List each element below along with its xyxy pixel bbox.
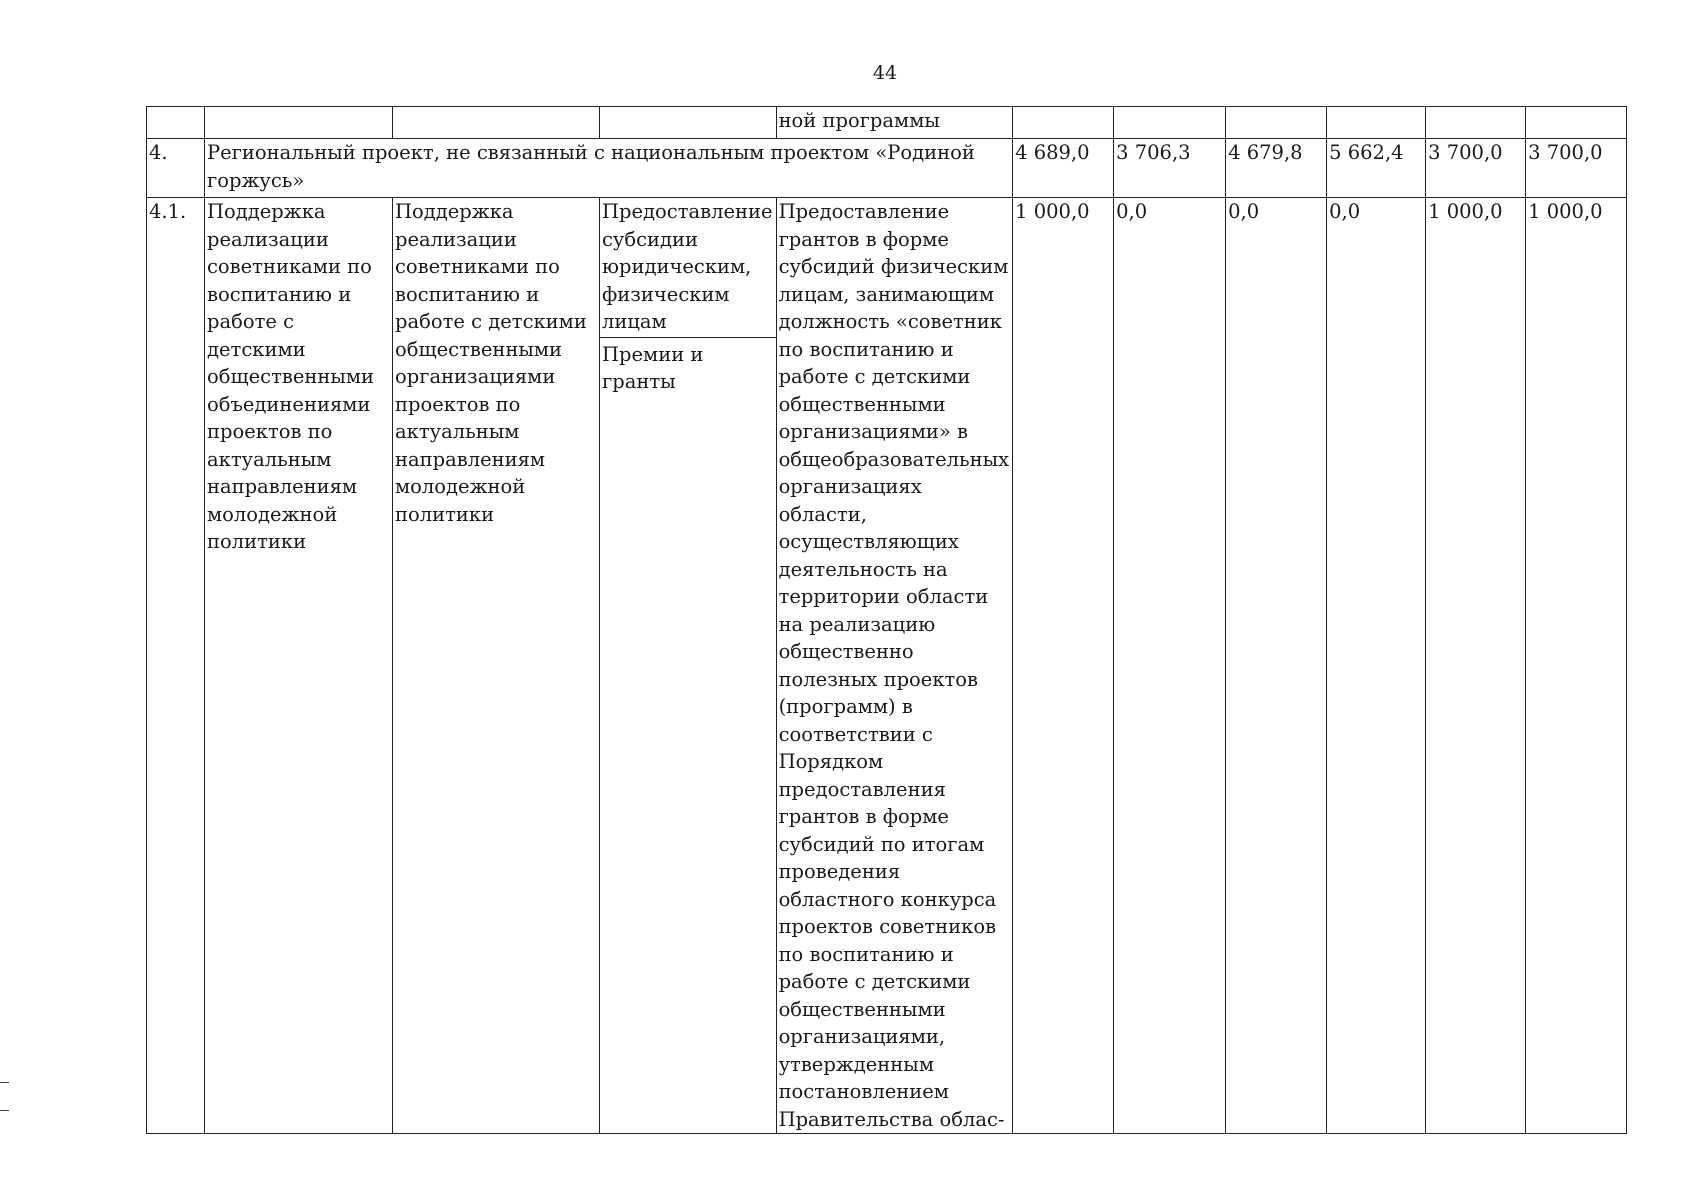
- program-table: [146, 106, 1627, 1134]
- cell-value: [1327, 107, 1426, 139]
- item-description: Предоставление грантов в форме субсидий физическим лицам, занимающим должность «советник по воспитанию и работе с детскими общественными организациями» в общеобразовательных организациях области, осуществляющих деятельность на территории области на реализацию общественно полезных проектов (программ) в соответствии с Порядком предоставления грантов в форме субсидий по итогам проведения областного конкурса проектов советников по воспитанию и работе с детскими общественными организациями, утвержденным постановлением Правительства облас-: [776, 198, 1013, 1134]
- funding-type: Премии и гранты: [602, 342, 704, 393]
- cell-event: [205, 107, 393, 139]
- project-row: [147, 139, 1627, 198]
- scan-margin-mark: [0, 1110, 9, 1111]
- item-value-1: 1 000,0: [1013, 198, 1114, 1134]
- cell-value: [1426, 107, 1526, 139]
- item-value-6: 1 000,0: [1526, 198, 1627, 1134]
- item-row: [147, 198, 1627, 1134]
- item-result: Поддержка реализации советниками по воспитанию и работе с детскими общественными организациями проектов по актуальным направлениям молодежной политики: [393, 198, 600, 1134]
- project-value-2: 3 706,3: [1114, 139, 1226, 198]
- scan-margin-mark: [0, 1082, 9, 1083]
- item-value-3: 0,0: [1226, 198, 1327, 1134]
- project-title: Региональный проект, не связанный с национальным проектом «Родиной горжусь»: [205, 139, 1013, 198]
- project-value-6: 3 700,0: [1526, 139, 1627, 198]
- item-event: Поддержка реализации советниками по воспитанию и работе с детскими общественными объединениями проектов по актуальным направлениям молодежной политики: [205, 198, 393, 1134]
- item-funding: [600, 198, 777, 1134]
- cell-result: [393, 107, 600, 139]
- project-value-4: 5 662,4: [1327, 139, 1426, 198]
- project-value-3: 4 679,8: [1226, 139, 1327, 198]
- cell-description: ной программы: [776, 107, 1013, 139]
- cell-funding: [600, 107, 777, 139]
- cell-num: [147, 107, 205, 139]
- project-value-5: 3 700,0: [1426, 139, 1526, 198]
- project-value-1: 4 689,0: [1013, 139, 1114, 198]
- continuation-row: [147, 107, 1627, 139]
- cell-value: [1013, 107, 1114, 139]
- item-value-5: 1 000,0: [1426, 198, 1526, 1134]
- cell-value: [1226, 107, 1327, 139]
- cell-value: [1114, 107, 1226, 139]
- item-value-2: 0,0: [1114, 198, 1226, 1134]
- page-number: 44: [872, 62, 898, 84]
- cell-value: [1526, 107, 1627, 139]
- project-number: 4.: [147, 139, 205, 198]
- funding-direction: Предоставление субсидии юридическим, физическим лицам: [600, 198, 776, 338]
- item-number: 4.1.: [147, 198, 205, 1134]
- item-value-4: 0,0: [1327, 198, 1426, 1134]
